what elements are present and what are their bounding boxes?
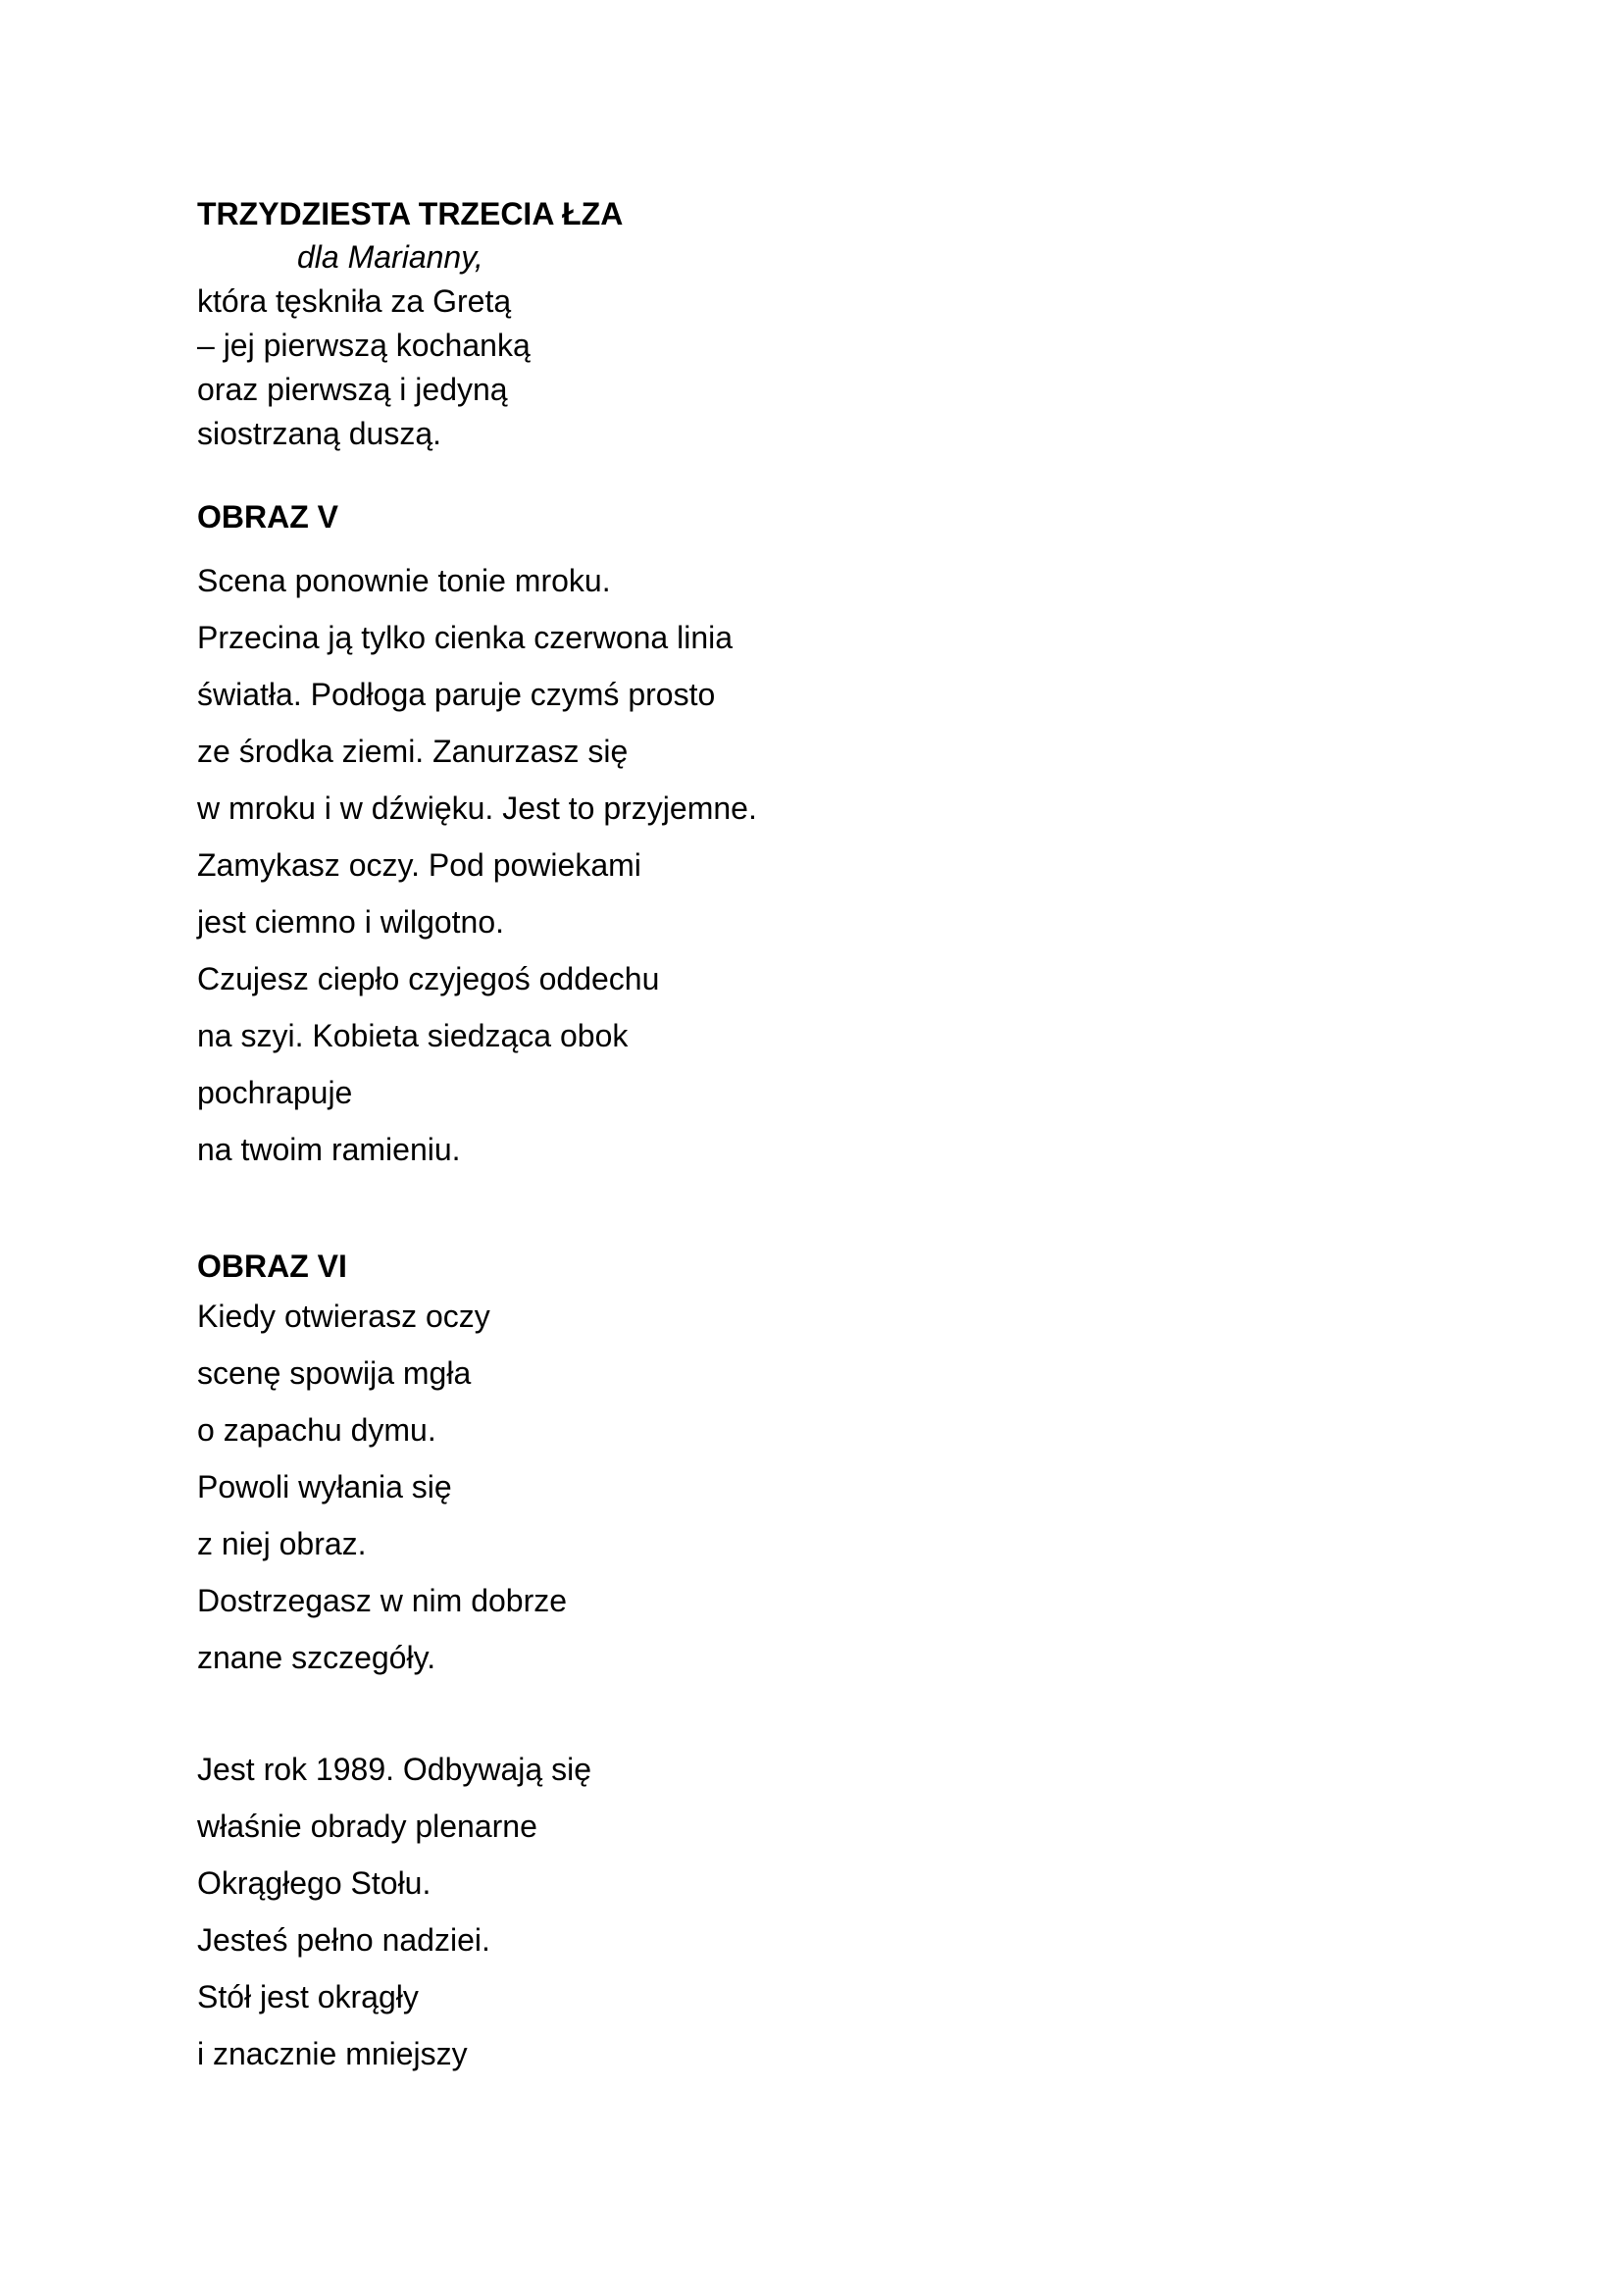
poem-title: TRZYDZIESTA TRZECIA ŁZA [197,196,624,231]
verse-line: w mroku i w dźwięku. Jest to przyjemne. [197,790,757,826]
section-heading: OBRAZ VI [197,1249,347,1284]
dedication-line: siostrzaną duszą. [197,416,442,451]
verse-line: z niej obraz. [197,1526,367,1561]
verse-line: pochrapuje [197,1075,353,1110]
verse-line: światła. Podłoga paruje czymś prosto [197,677,716,712]
dedication [197,235,1423,456]
verse-line: Zamykasz oczy. Pod powiekami [197,847,641,883]
verse-line: Scena ponownie tonie mroku. [197,563,611,598]
dedication-line: która tęskniła za Gretą [197,283,512,319]
verse-line: Jesteś pełno nadziei. [197,1922,490,1958]
spacer [197,1178,1423,1245]
verse-line: znane szczegóły. [197,1640,436,1675]
section-obraz-v [197,495,1423,1178]
verse-line: Kiedy otwierasz oczy [197,1299,490,1334]
verse-line: Stół jest okrągły [197,1979,419,2014]
verse-line: Powoli wyłania się [197,1469,452,1504]
dedication-line: oraz pierwszą i jedyną [197,372,508,407]
dedication-line: dla Marianny, [297,239,483,275]
verse-line: Jest rok 1989. Odbywają się [197,1752,591,1787]
spacer [197,1686,1423,1741]
verse-line: o zapachu dymu. [197,1412,436,1448]
verse-line: i znacznie mniejszy [197,2036,468,2071]
verse-line: ze środka ziemi. Zanurzasz się [197,734,629,769]
verse-line: Czujesz ciepło czyjegoś oddechu [197,961,660,996]
section-heading: OBRAZ V [197,499,338,535]
verse-line: scenę spowija mgła [197,1355,472,1391]
page-content [197,192,1423,2082]
verse-line: Dostrzegasz w nim dobrze [197,1583,568,1618]
verse-line: jest ciemno i wilgotno. [197,904,505,940]
dedication-line: – jej pierwszą kochanką [197,328,531,363]
verse-line: na szyi. Kobieta siedząca obok [197,1018,629,1053]
verse-line: właśnie obrady plenarne [197,1809,537,1844]
verse-line: Przecina ją tylko cienka czerwona linia [197,620,734,655]
section-obraz-vi [197,1245,1423,2082]
spacer [197,456,1423,495]
verse-line: na twoim ramieniu. [197,1132,461,1167]
verse-line: Okrągłego Stołu. [197,1865,431,1901]
